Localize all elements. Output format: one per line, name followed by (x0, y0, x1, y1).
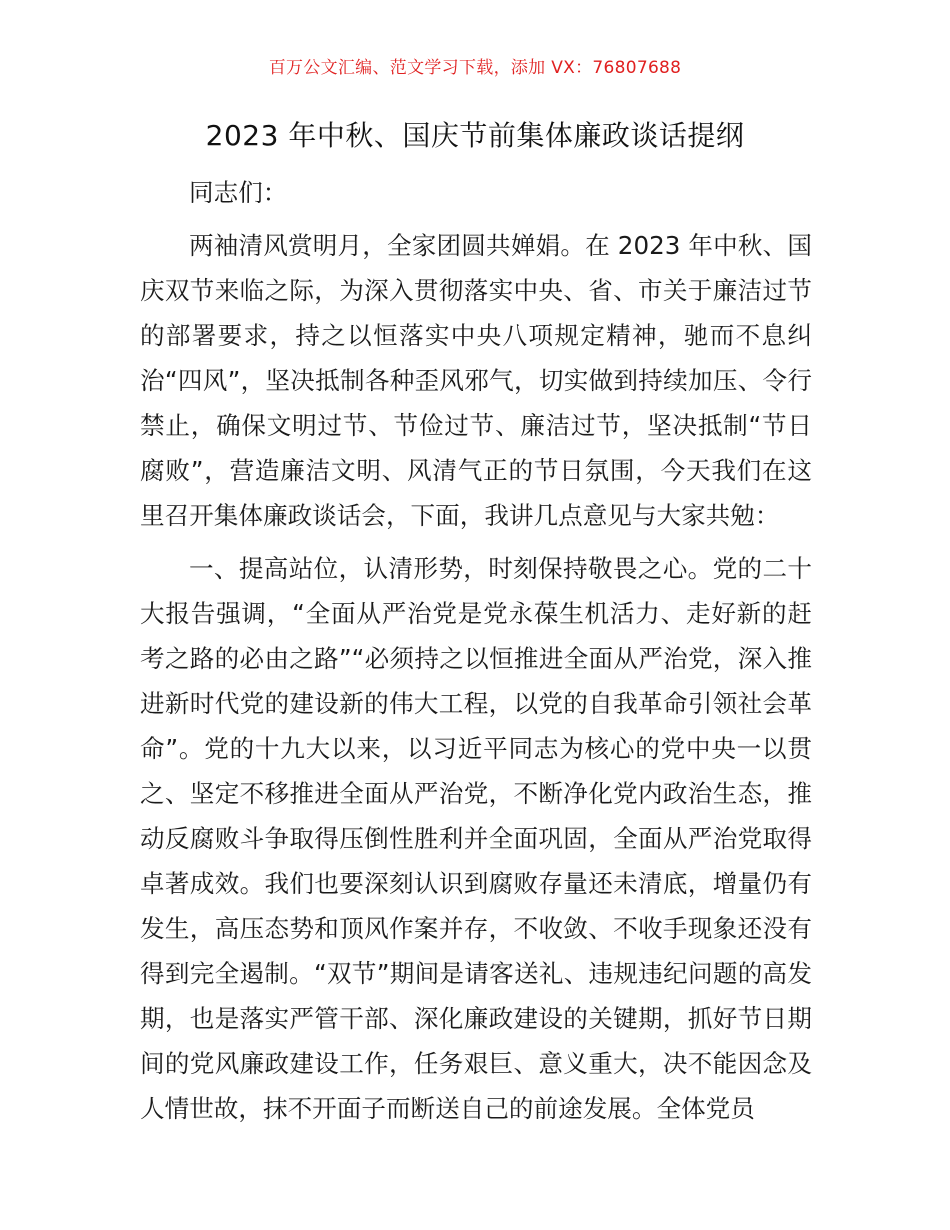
header-banner: 百万公文汇编、范文学习下载，添加 VX：76807688 (268, 58, 682, 78)
salutation: 同志们： (189, 178, 288, 207)
document-body (140, 170, 812, 1131)
paragraph-section-one: 一、提高站位，认清形势，时刻保持敬畏之心。党的二十大报告强调，“全面从严治党是党永葆生机活力、走好新的赶考之路的必由之路”“必须持之以恒推进全面从严治党，深入推进新时代党的建设新的伟大工程，以党的自我革命引领社会革命”。党的十九大以来，以习近平同志为核心的党中央一以贯之、坚定不移推进全面从严治党，不断净化党内政治生态，推动反腐败斗争取得压倒性胜利并全面巩固，全面从严治党取得卓著成效。我们也要深刻认识到腐败存量还未清底，增量仍有发生，高压态势和顶风作案并存，不收敛、不收手现象还没有得到完全遏制。“双节”期间是请客送礼、违规违纪问题的高发期，也是落实严管干部、深化廉政建设的关键期，抓好节日期间的党风廉政建设工作，任务艰巨、意义重大，决不能因念及人情世故，抹不开面子而断送自己的前途发展。全体党员 (140, 554, 812, 1123)
paragraph-intro: 两袖清风赏明月，全家团圆共婵娟。在 2023 年中秋、国庆双节来临之际，为深入贯彻落实中央、省、市关于廉洁过节的部署要求，持之以恒落实中央八项规定精神，驰而不息纠治“四风”，坚决抵制各种歪风邪气，切实做到持续加压、令行禁止，确保文明过节、节俭过节、廉洁过节，坚决抵制“节日腐败”，营造廉洁文明、风清气正的节日氛围，今天我们在这里召开集体廉政谈话会，下面，我讲几点意见与大家共勉： (140, 231, 812, 530)
document-title: 2023 年中秋、国庆节前集体廉政谈话提纲 (205, 119, 745, 152)
